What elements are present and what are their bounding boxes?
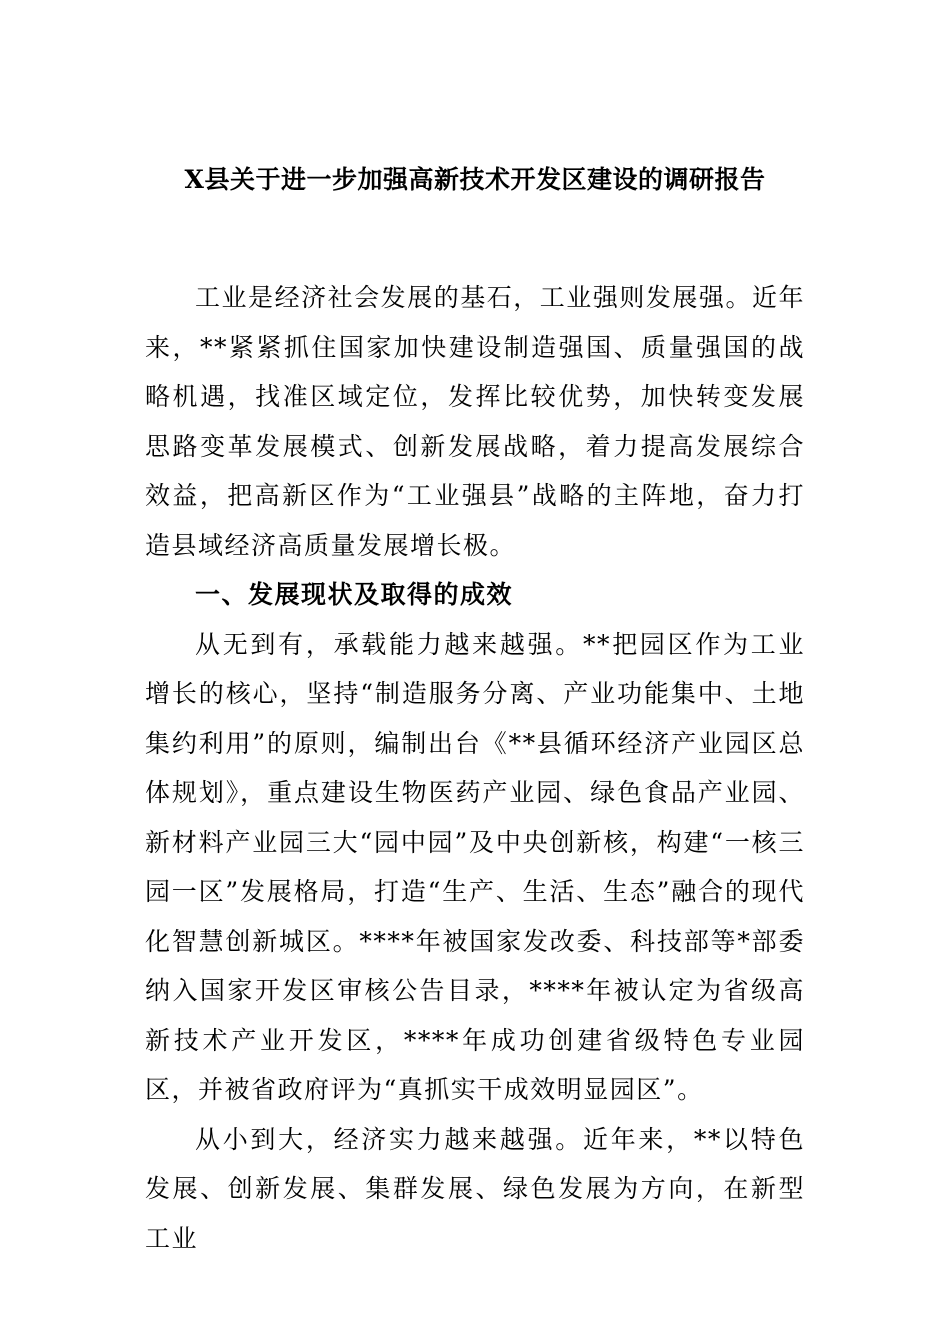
section-heading-1: 一、发展现状及取得的成效 (195, 580, 514, 609)
intro-paragraph: 工业是经济社会发展的基石，工业强则发展强。近年来，**紧紧抓住国家加快建设制造强国、质量强国的战略机遇，找准区域定位，发挥比较优势，加快转变发展思路变革发展模式、创新发展战略，着力提高发展综合效益，把高新区作为“工业强县”战略的主阵地，奋力打造县域经济高质量发展增长极。 (145, 283, 805, 560)
document-title: X县关于进一步加强高新技术开发区建设的调研报告 (184, 165, 766, 194)
document-body (145, 273, 805, 1263)
section1-paragraph-2: 从小到大，经济实力越来越强。近年来，**以特色发展、创新发展、集群发展、绿色发展为方向，在新型工业 (145, 1124, 805, 1253)
section1-paragraph-1: 从无到有，承载能力越来越强。**把园区作为工业增长的核心，坚持“制造服务分离、产业功能集中、土地集约利用”的原则，编制出台《**县循环经济产业园区总体规划》，重点建设生物医药产业园、绿色食品产业园、新材料产业园三大“园中园”及中央创新核，构建“一核三园一区”发展格局，打造“生产、生活、生态”融合的现代化智慧创新城区。****年被国家发改委、科技部等*部委纳入国家开发区审核公告目录，****年被认定为省级高新技术产业开发区，****年成功创建省级特色专业园区，并被省政府评为“真抓实干成效明显园区”。 (145, 629, 805, 1104)
